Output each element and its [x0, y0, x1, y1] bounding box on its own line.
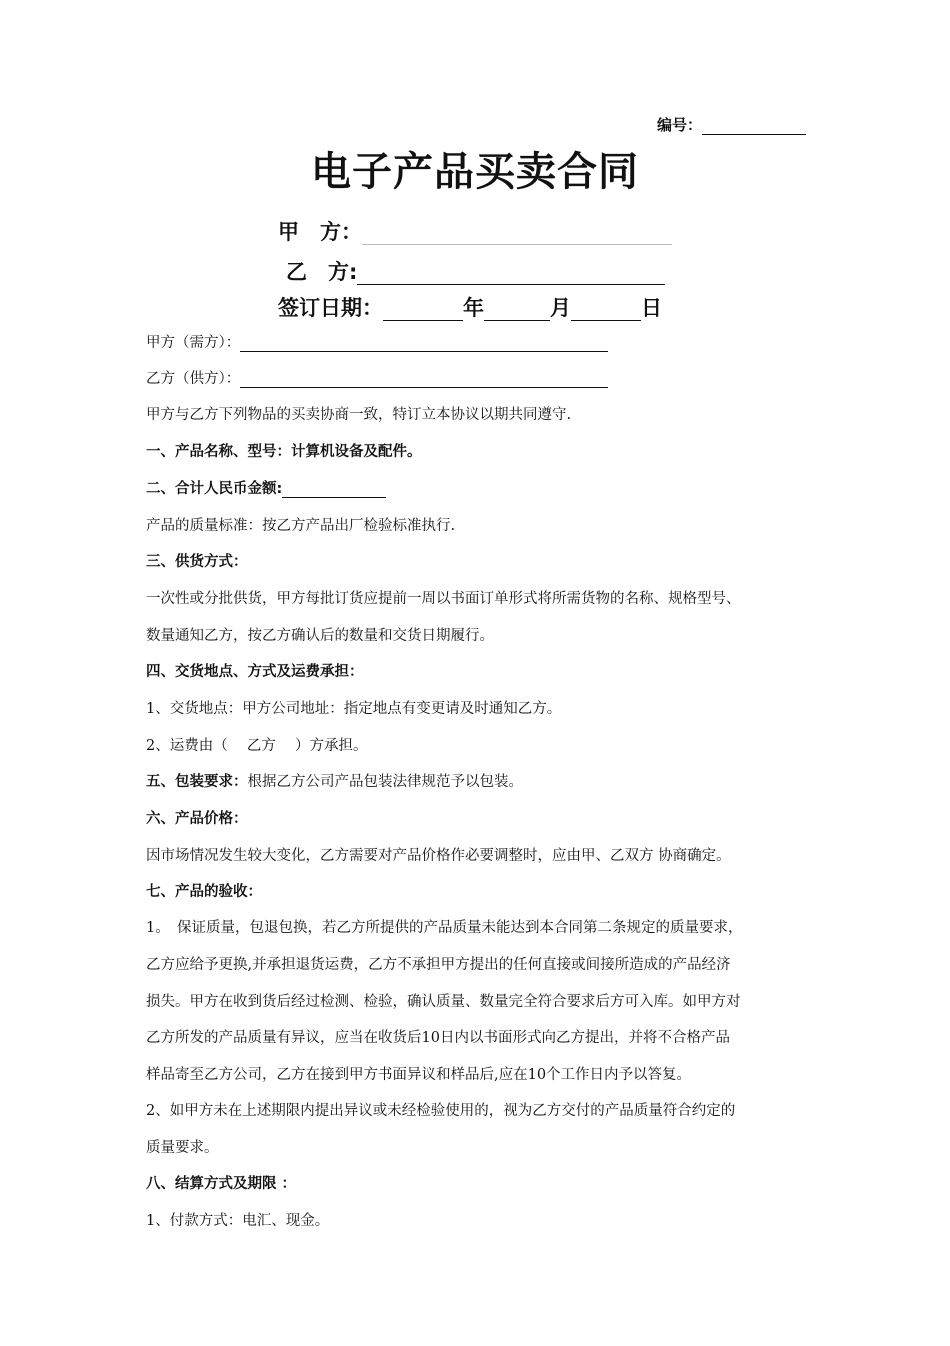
- month-blank: [484, 296, 550, 321]
- section-4-heading: 四、交货地点、方式及运费承担：: [146, 664, 364, 680]
- cover-sign-date: [278, 292, 662, 322]
- section-7-heading: 七、产品的验收：: [146, 884, 262, 900]
- party-a-line: [146, 331, 608, 352]
- section-7-item-1-line-2: 乙方应给予更换,并承担退货运费，乙方不承担甲方提出的任何直接或间接所造成的产品经济: [146, 957, 731, 973]
- section-4-item-2: 2、运费由（ 乙方 ）方承担。: [146, 738, 368, 754]
- section-7-item-2-line-2: 质量要求。: [146, 1140, 219, 1156]
- party-a-label: 甲方（需方）：: [146, 335, 241, 351]
- year-blank: [383, 296, 463, 321]
- party-a-blank: [240, 335, 608, 352]
- section-5-heading: 五、包装要求：: [146, 774, 248, 790]
- section-8-item-1: 1、付款方式：电汇、现金。: [146, 1213, 330, 1229]
- cover-party-a: [278, 216, 672, 246]
- section-5: [146, 770, 523, 791]
- party-b-label: 乙方（供方）：: [146, 371, 241, 387]
- section-3-text-line-2: 数量通知乙方，按乙方确认后的数量和交货日期履行。: [146, 628, 494, 644]
- section-2-heading: [146, 477, 386, 498]
- section-3-text-line-1: 一次性或分批供货，甲方每批订货应提前一周以书面订单形式将所需货物的名称、规格型号、: [146, 591, 741, 607]
- section-2-label: 二、合计人民币金额:: [146, 481, 283, 497]
- party-b-line: [146, 367, 608, 388]
- section-6-text: 因市场情况发生较大变化，乙方需要对产品价格作必要调整时，应由甲、乙双方 协商确定。: [146, 848, 731, 864]
- contract-number-label: 编号：: [656, 116, 702, 134]
- cover-party-a-blank: [362, 220, 672, 245]
- cover-party-b: [286, 256, 665, 286]
- amount-blank: [282, 481, 386, 498]
- section-7-item-1-line-5: 样品寄至乙方公司，乙方在接到甲方书面异议和样品后,应在10个工作日内予以答复。: [146, 1067, 692, 1083]
- section-4-item-1: 1、交货地点：甲方公司地址：指定地点有变更请及时通知乙方。: [146, 701, 562, 717]
- page-title: 电子产品买卖合同: [311, 149, 639, 195]
- party-b-blank: [240, 371, 608, 388]
- cover-party-b-blank: [357, 260, 665, 285]
- section-7-item-2-line-1: 2、如甲方未在上述期限内提出异议或未经检验使用的，视为乙方交付的产品质量符合约定的: [146, 1103, 736, 1119]
- month-label: 月: [550, 296, 571, 320]
- contract-number: [657, 114, 806, 135]
- section-8-heading: 八、结算方式及期限 ：: [146, 1176, 297, 1192]
- intro-paragraph: 甲方与乙方下列物品的买卖协商一致，特订立本协议以期共同遵守.: [146, 407, 572, 423]
- section-1-heading: 一、产品名称、型号：计算机设备及配件。: [146, 444, 422, 460]
- cover-party-b-label: 乙 方:: [286, 260, 358, 284]
- section-7-item-1-line-4: 乙方所发的产品质量有异议，应当在收货后10日内以书面形式向乙方提出，并将不合格产品: [146, 1030, 730, 1046]
- section-5-text: 根据乙方公司产品包装法律规范予以包装。: [247, 774, 523, 790]
- section-7-item-1-line-3: 损失。甲方在收到货后经过检测、检验，确认质量、数量完全符合要求后方可入库。如甲方对: [146, 994, 741, 1010]
- sign-date-label: 签订日期：: [278, 296, 383, 320]
- section-7-item-1-line-1: 1。 保证质量，包退包换，若乙方所提供的产品质量未能达到本合同第二条规定的质量要求，: [146, 920, 743, 936]
- day-blank: [571, 296, 641, 321]
- year-label: 年: [463, 296, 484, 320]
- cover-party-a-label: 甲 方：: [278, 220, 362, 244]
- day-label: 日: [641, 296, 662, 320]
- section-3-heading: 三、供货方式：: [146, 554, 248, 570]
- contract-number-blank: [702, 116, 806, 135]
- section-6-heading: 六、产品价格：: [146, 811, 248, 827]
- quality-standard: 产品的质量标准：按乙方产品出厂检验标准执行.: [146, 518, 456, 534]
